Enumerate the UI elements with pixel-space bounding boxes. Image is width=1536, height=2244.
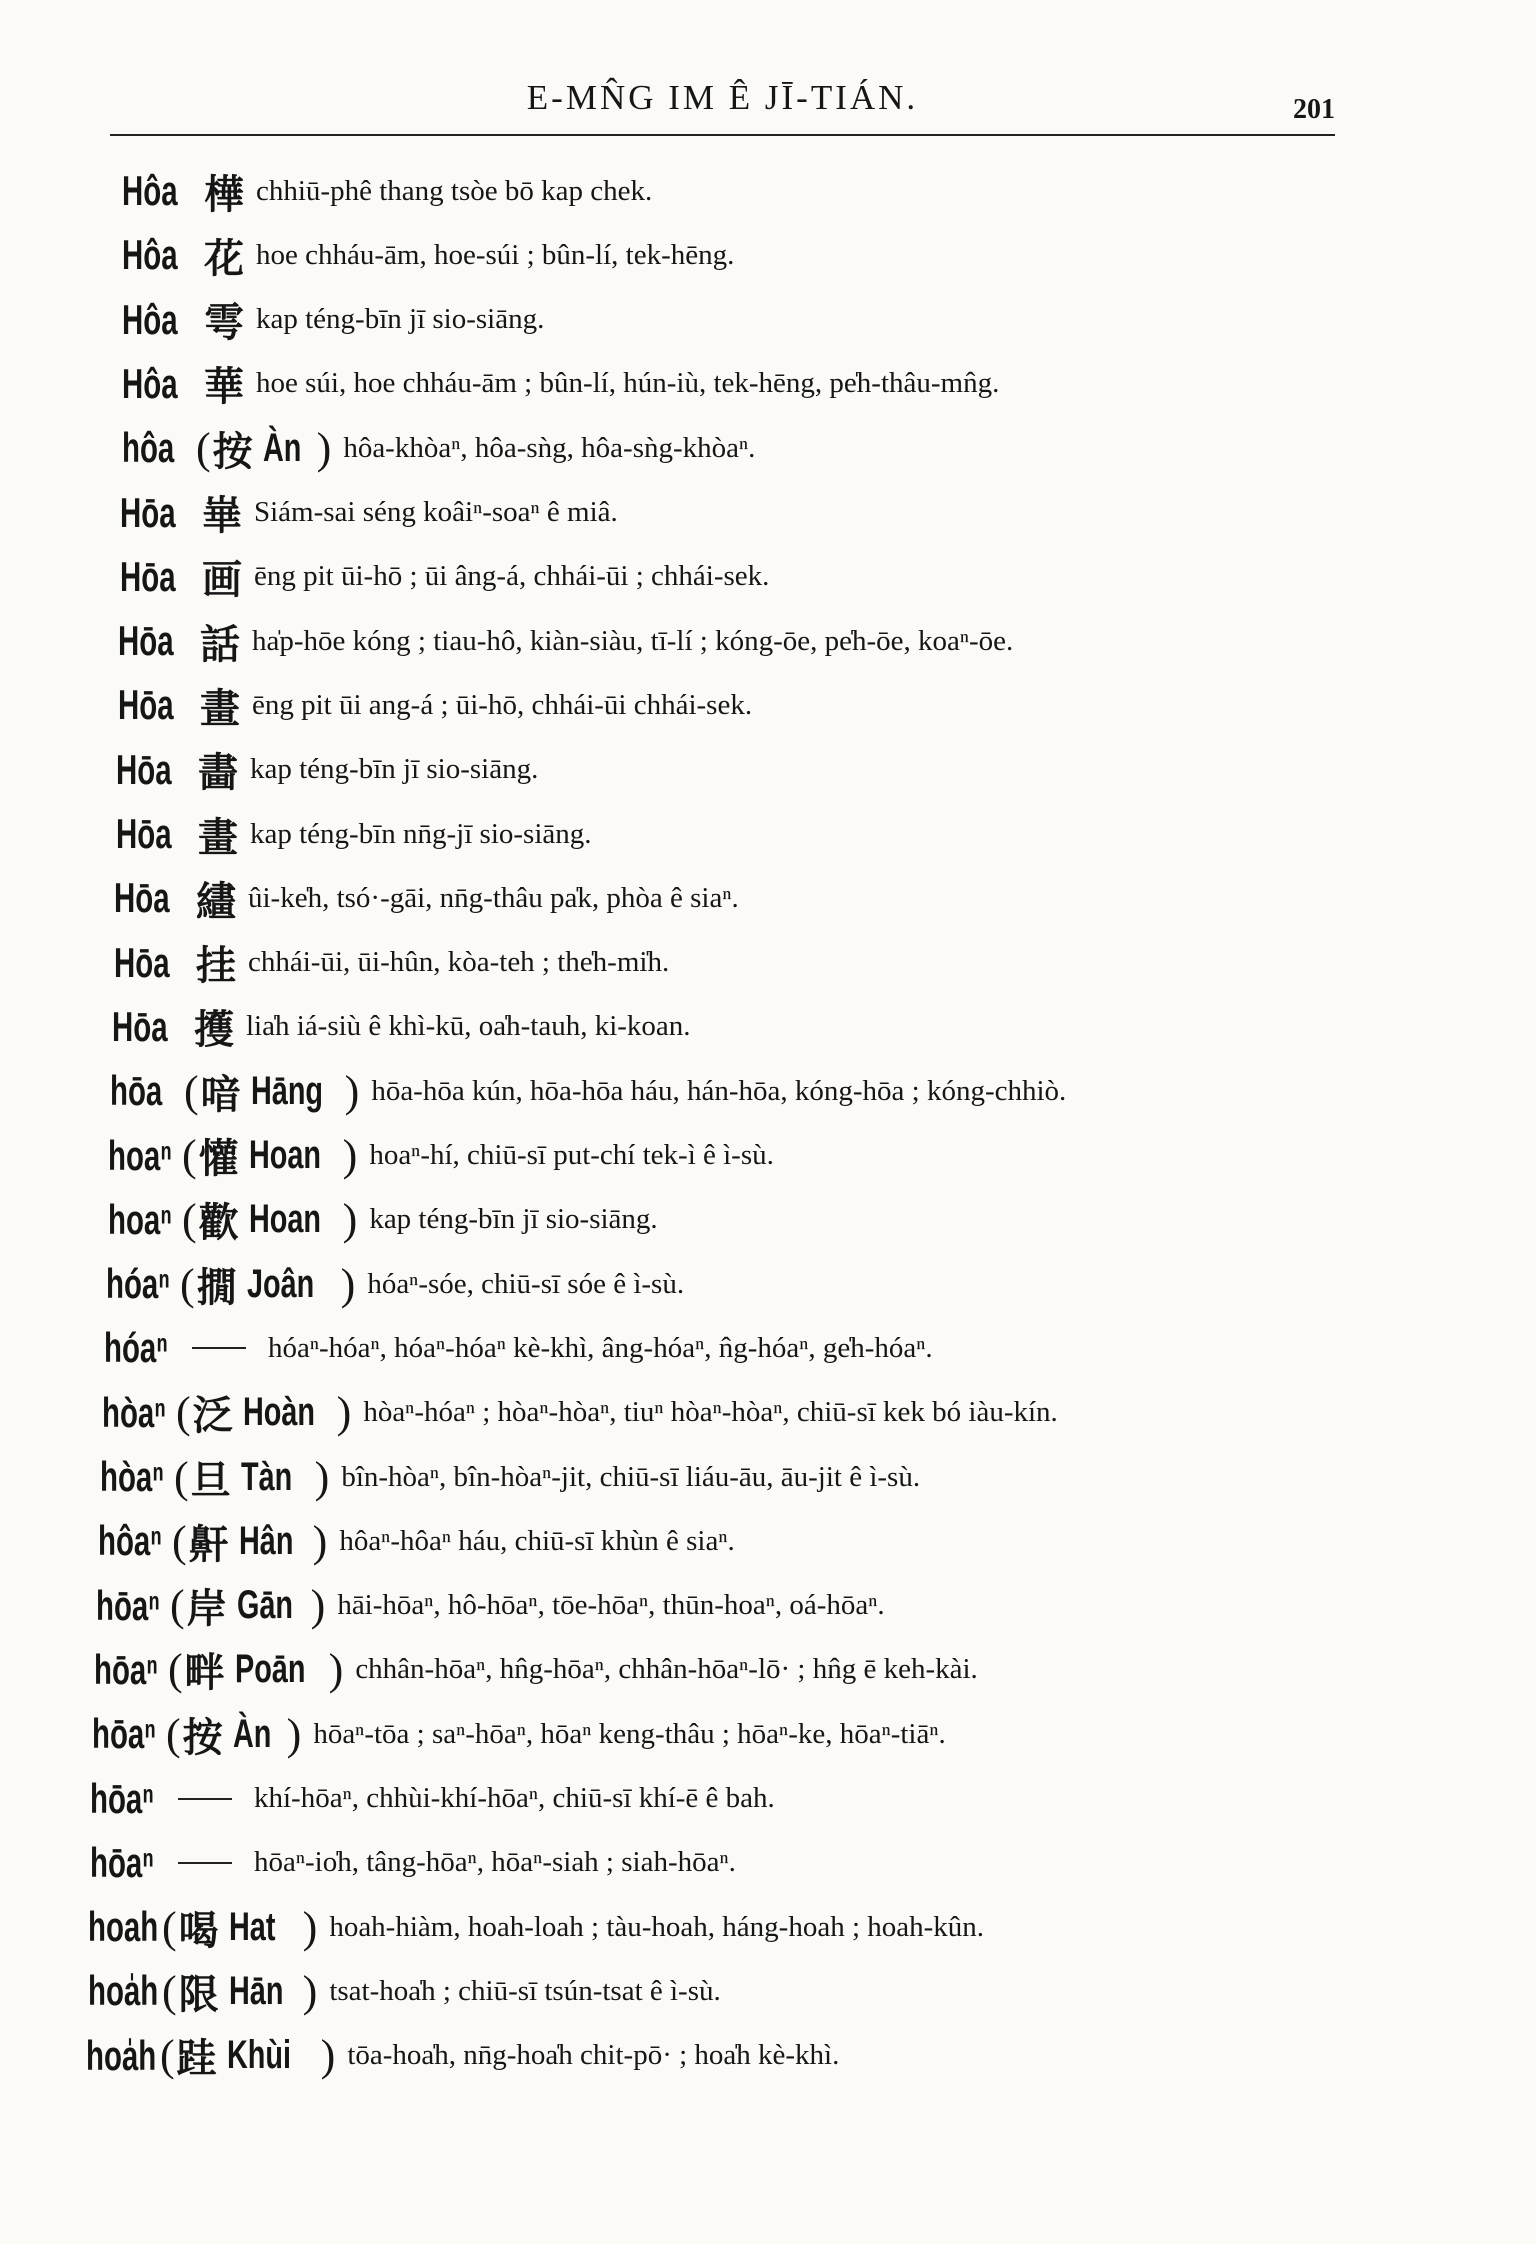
entry-definition: tsat-hoa̍h ; chiū-sī tsún-tsat ê ì-sù.: [329, 1974, 721, 2007]
entry-definition: ha̍p-hōe kóng ; tiau-hô, kiàn-siàu, tī-lí ; kóng-ōe, pe̍h-ōe, koaⁿ-ōe.: [252, 624, 1014, 657]
entry-definition: khí-hōaⁿ, chhùi-khí-hōaⁿ, chiū-sī khí-ē ê bah.: [254, 1782, 775, 1814]
headword-box: [104, 1324, 178, 1372]
dictionary-entry: [104, 1317, 933, 1379]
open-paren: (: [182, 1195, 197, 1245]
entry-definition: hōaⁿ-tōa ; saⁿ-hōaⁿ, hōaⁿ keng-thâu ; hōaⁿ-ke, hōaⁿ-tiāⁿ.: [313, 1717, 946, 1750]
entry-definition: bîn-hòaⁿ, bîn-hòaⁿ-jit, chiū-sī liáu-āu, āu-jit ê ì-sù.: [341, 1460, 921, 1493]
dictionary-entry: [86, 2025, 839, 2087]
entry-definition: hōa-hōa kún, hōa-hōa háu, hán-hōa, kóng-hōa ; kóng-chhiò.: [371, 1074, 1067, 1107]
reading-box: [243, 1390, 337, 1435]
dictionary-entry: [120, 482, 618, 544]
entry-headword: Hôa: [122, 359, 178, 407]
dictionary-entry: [110, 1060, 1066, 1122]
entry-definition: kap téng-bīn jī sio-siāng.: [256, 303, 545, 336]
entry-headword: hoa̍h: [86, 2031, 157, 2079]
reading-box: [263, 426, 317, 471]
dictionary-entry: [120, 546, 769, 608]
headword-box: [120, 553, 188, 601]
entry-definition: ēng pit ūi-hō ; ūi âng-á, chhái-ūi ; chhái-sek.: [254, 560, 770, 593]
headword-box: [120, 489, 188, 537]
entry-reading: Poān: [234, 1647, 306, 1692]
entry-headword: Hōa: [120, 552, 176, 600]
open-paren: (: [172, 1516, 187, 1566]
entry-definition: hoe súi, hoe chháu-ām ; bûn-lí, hún-iù, tek-hēng, pe̍h-thâu-mn̂g.: [256, 367, 1000, 400]
entry-character: 畫: [198, 814, 238, 861]
entry-headword: hoa̍h: [88, 1967, 159, 2015]
entry-definition: hōaⁿ-io̍h, tâng-hōaⁿ, hōaⁿ-siah ; siah-hōaⁿ.: [254, 1846, 736, 1879]
entry-headword: hôa: [122, 424, 175, 472]
headword-box: [114, 939, 182, 987]
reading-box: [239, 1519, 313, 1564]
entry-character: 畵: [198, 750, 238, 797]
entry-reading: Àn: [262, 425, 302, 470]
reading-box: [227, 2033, 321, 2078]
entry-headword: hōaⁿ: [96, 1581, 160, 1629]
entry-definition: hóaⁿ-hóaⁿ, hóaⁿ-hóaⁿ kè-khì, âng-hóaⁿ, n̂g-hóaⁿ, ge̍h-hóaⁿ.: [268, 1331, 933, 1364]
headword-box: [86, 2032, 160, 2080]
entry-character: 跬: [176, 2036, 217, 2083]
entry-character: 樺: [204, 171, 244, 218]
entry-character: 畔: [184, 1650, 225, 1697]
dictionary-entry: [108, 1125, 774, 1187]
open-paren: (: [184, 1066, 199, 1116]
headword-box: [116, 810, 184, 858]
entry-reading: Tàn: [240, 1454, 292, 1499]
entry-character: 撊: [196, 1264, 237, 1311]
entry-definition: ûi-ke̍h, tsó·-gāi, nn̄g-thâu pa̍k, phòa ê siaⁿ.: [248, 881, 739, 914]
entry-headword: hòaⁿ: [102, 1388, 166, 1436]
dictionary-entry: [114, 867, 739, 929]
close-paren: ): [302, 1966, 318, 2016]
open-paren: (: [174, 1452, 189, 1502]
dictionary-entry: [114, 932, 669, 994]
reading-box: [229, 1905, 303, 1950]
headword-box: [108, 1196, 182, 1244]
headword-box: [118, 617, 186, 665]
reading-box: [249, 1133, 343, 1178]
entry-reading: Gān: [236, 1583, 293, 1628]
entry-headword: Hōa: [116, 810, 172, 857]
open-paren: (: [162, 1902, 177, 1952]
dictionary-entry: [106, 1253, 684, 1315]
headword-box: [108, 1132, 182, 1180]
headword-box: [122, 167, 190, 215]
entry-character: 畫: [200, 685, 240, 732]
ditto-dash: [178, 1798, 232, 1800]
entry-definition: lia̍h iá-siù ê khì-kū, oa̍h-tauh, ki-koan.: [246, 1010, 691, 1043]
entry-character: 按: [212, 428, 253, 475]
headword-box: [100, 1453, 174, 1501]
close-paren: ): [286, 1709, 302, 1759]
entry-reading: Khùi: [226, 2033, 291, 2078]
entry-character: 旦: [190, 1457, 231, 1504]
entry-character: 喝: [178, 1907, 219, 1954]
open-paren: (: [166, 1709, 181, 1759]
headword-box: [122, 360, 190, 408]
dictionary-entry: [88, 1896, 984, 1958]
entry-character: 華: [204, 364, 244, 411]
close-paren: ): [342, 1195, 358, 1245]
entry-headword: hōaⁿ: [90, 1838, 154, 1886]
reading-box: [251, 1069, 345, 1114]
entry-headword: hoaⁿ: [108, 1195, 172, 1243]
dictionary-entry: [118, 674, 752, 736]
headword-box: [102, 1389, 176, 1437]
entry-definition: chhân-hōaⁿ, hn̂g-hōaⁿ, chhân-hōaⁿ-lō· ; hn̂g ē keh-kài.: [355, 1653, 978, 1686]
dictionary-entry: [102, 1382, 1058, 1444]
entry-headword: hoah: [88, 1903, 159, 1951]
dictionary-entry: [90, 1768, 775, 1830]
entry-definition: hôa-khòaⁿ, hôa-sǹg, hôa-sǹg-khòaⁿ.: [343, 431, 756, 464]
headword-box: [118, 681, 186, 729]
headword-box: [112, 1003, 180, 1051]
entry-reading: Hān: [228, 1968, 284, 2013]
entry-definition: kap téng-bīn nn̄g-jī sio-siāng.: [250, 817, 592, 850]
entry-headword: hoaⁿ: [108, 1131, 172, 1179]
entry-definition: ēng pit ūi ang-á ; ūi-hō, chhái-ūi chhái-sek.: [252, 688, 753, 721]
reading-box: [247, 1262, 341, 1307]
headword-box: [110, 1067, 184, 1115]
open-paren: (: [168, 1645, 183, 1695]
open-paren: (: [196, 423, 211, 473]
entry-definition: tōa-hoa̍h, nn̄g-hoa̍h chit-pō· ; hoa̍h kè-khì.: [347, 2039, 840, 2072]
reading-box: [233, 1712, 287, 1757]
reading-box: [241, 1455, 315, 1500]
headword-box: [122, 231, 190, 279]
headword-box: [90, 1839, 164, 1887]
close-paren: ): [316, 423, 332, 473]
open-paren: (: [176, 1388, 191, 1438]
dictionary-entry: [94, 1639, 978, 1701]
entry-definition: hoaⁿ-hí, chiū-sī put-chí tek-ì ê ì-sù.: [369, 1139, 774, 1171]
entry-character: 按: [182, 1714, 223, 1761]
entry-character: 限: [178, 1971, 219, 2018]
entry-headword: Hōa: [114, 874, 170, 922]
entry-headword: Hōa: [118, 617, 174, 665]
entry-reading: Àn: [232, 1711, 272, 1756]
open-paren: (: [180, 1259, 195, 1309]
entry-character: 繣: [196, 878, 236, 925]
dictionary-entry: [100, 1446, 920, 1508]
dictionary-entry: [108, 1189, 658, 1251]
entry-headword: hōaⁿ: [94, 1645, 158, 1693]
entry-headword: hōaⁿ: [92, 1710, 156, 1758]
entry-definition: chhiū-phê thang tsòe bō kap chek.: [256, 174, 653, 207]
entry-reading: Joân: [246, 1261, 314, 1306]
entry-headword: hōa: [110, 1067, 163, 1115]
entry-character: 鼾: [188, 1521, 229, 1568]
entry-character: 岸: [186, 1586, 227, 1633]
open-paren: (: [182, 1131, 197, 1180]
entry-character: 擭: [194, 1007, 234, 1054]
open-paren: (: [160, 2031, 175, 2081]
entry-headword: Hôa: [122, 231, 178, 279]
entry-character: 雩: [204, 300, 244, 347]
entry-definition: kap téng-bīn jī sio-siāng.: [250, 753, 539, 786]
entry-reading: Hāng: [250, 1068, 323, 1113]
entry-definition: hóaⁿ-sóe, chiū-sī sóe ê ì-sù.: [367, 1267, 685, 1300]
entry-character: 泛: [192, 1393, 233, 1440]
entry-headword: hôaⁿ: [98, 1517, 162, 1565]
headword-box: [94, 1646, 168, 1694]
close-paren: ): [340, 1259, 356, 1309]
ditto-dash: [178, 1862, 232, 1864]
dictionary-entry: [122, 417, 755, 479]
page-number: 201: [1293, 94, 1335, 125]
dictionary-entry: [90, 1832, 736, 1894]
entry-headword: Hōa: [116, 745, 172, 793]
entry-definition: hāi-hōaⁿ, hô-hōaⁿ, tōe-hōaⁿ, thūn-hoaⁿ, oá-hōaⁿ.: [337, 1589, 885, 1622]
ditto-dash: [192, 1347, 246, 1349]
entry-character: 懽: [198, 1136, 239, 1182]
entry-character: 歡: [198, 1200, 239, 1247]
dictionary-entry: [116, 803, 592, 865]
entry-definition: hoah-hiàm, hoah-loah ; tàu-hoah, háng-hoah ; hoah-kûn.: [329, 1910, 985, 1943]
entry-character: 崋: [202, 493, 242, 539]
close-paren: ): [310, 1581, 326, 1631]
dictionary-entry: [92, 1703, 946, 1765]
open-paren: (: [162, 1966, 177, 2016]
dictionary-entry: [88, 1960, 721, 2022]
entry-character: 喑: [200, 1071, 241, 1118]
entry-headword: hōaⁿ: [90, 1774, 154, 1822]
dictionary-entry: [122, 160, 652, 222]
reading-box: [237, 1583, 311, 1628]
dictionary-entry: [122, 353, 999, 415]
entry-headword: Hōa: [120, 488, 176, 536]
entry-headword: Hōa: [114, 938, 170, 986]
entry-headword: hóaⁿ: [106, 1260, 170, 1308]
dictionary-entry: [96, 1575, 885, 1637]
entry-reading: Hoan: [248, 1133, 321, 1177]
entry-definition: kap téng-bīn jī sio-siāng.: [369, 1203, 658, 1236]
dictionary-entry: [122, 224, 734, 286]
headword-box: [116, 746, 184, 794]
headword-box: [98, 1517, 172, 1565]
entry-character: 画: [202, 557, 242, 604]
headword-box: [88, 1903, 162, 1951]
entry-headword: hòaⁿ: [100, 1453, 164, 1500]
entry-reading: Hân: [238, 1518, 294, 1563]
headword-box: [106, 1260, 180, 1308]
entry-headword: hóaⁿ: [104, 1324, 168, 1372]
entry-character: 挂: [196, 943, 236, 990]
entry-headword: Hōa: [118, 681, 174, 729]
close-paren: ): [344, 1066, 360, 1116]
entry-character: 花: [204, 235, 244, 282]
entry-reading: Hoan: [248, 1197, 321, 1242]
entry-definition: Siám-sai séng koâiⁿ-soaⁿ ê miâ.: [254, 496, 618, 528]
close-paren: ): [336, 1388, 352, 1438]
entry-definition: hòaⁿ-hóaⁿ ; hòaⁿ-hòaⁿ, tiuⁿ hòaⁿ-hòaⁿ, chiū-sī kek bó iàu-kín.: [363, 1396, 1058, 1429]
close-paren: ): [320, 2031, 336, 2081]
close-paren: ): [342, 1131, 358, 1180]
dictionary-entry: [118, 610, 1013, 672]
reading-box: [229, 1969, 303, 2014]
entry-headword: Hôa: [122, 295, 178, 343]
headword-box: [88, 1967, 162, 2015]
headword-box: [96, 1582, 170, 1630]
headword-box: [122, 296, 190, 344]
entry-reading: Hoàn: [242, 1390, 315, 1435]
headword-box: [90, 1775, 164, 1823]
entry-definition: hoe chháu-ām, hoe-súi ; bûn-lí, tek-hēng.: [256, 238, 735, 271]
close-paren: ): [312, 1516, 328, 1566]
open-paren: (: [170, 1581, 185, 1631]
close-paren: ): [302, 1902, 318, 1952]
dictionary-entry: [98, 1510, 735, 1572]
headword-box: [122, 424, 196, 472]
entry-definition: chhái-ūi, ūi-hûn, kòa-teh ; the̍h-mi̍h.: [248, 946, 670, 979]
entry-definition: hôaⁿ-hôaⁿ háu, chiū-sī khùn ê siaⁿ.: [339, 1524, 735, 1557]
close-paren: ): [314, 1452, 330, 1502]
reading-box: [249, 1197, 343, 1242]
entry-reading: Hat: [228, 1904, 276, 1949]
entry-character: 話: [200, 621, 240, 668]
entry-headword: Hōa: [112, 1002, 168, 1050]
reading-box: [235, 1647, 329, 1692]
header-title: E-MN̂G IM Ê JĪ-TIÁN.: [526, 78, 919, 117]
close-paren: ): [328, 1645, 344, 1695]
entry-headword: Hôa: [122, 167, 178, 214]
dictionary-entry: [122, 289, 544, 351]
headword-box: [92, 1710, 166, 1758]
dictionary-entry: [116, 739, 538, 801]
dictionary-entry: [112, 996, 691, 1058]
headword-box: [114, 874, 182, 922]
